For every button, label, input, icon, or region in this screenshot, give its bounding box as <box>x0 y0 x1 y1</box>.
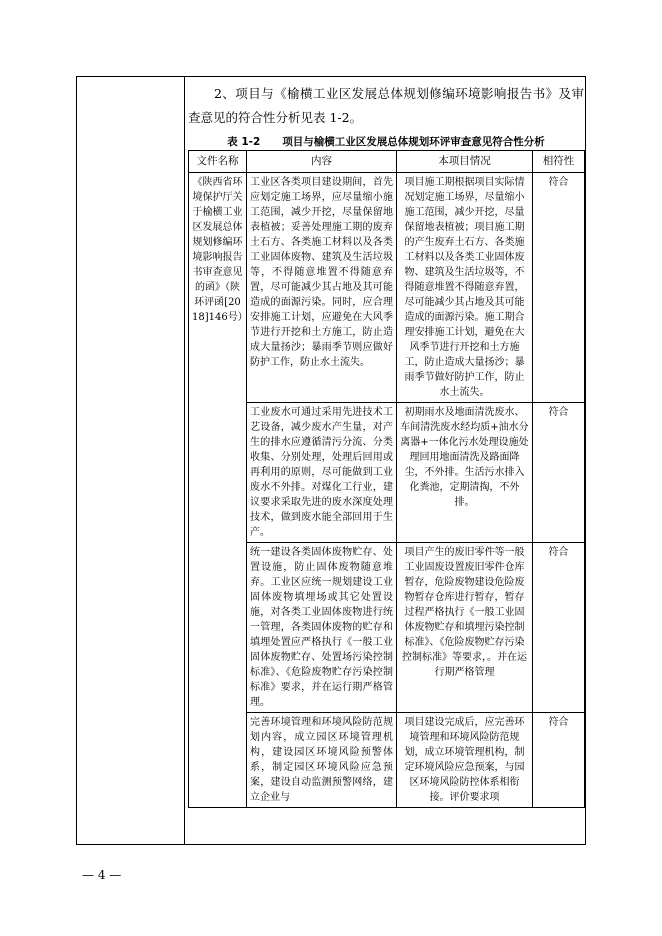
situation-cell-text: 项目建设完成后，应完善环境管理和环境风险防范规划，成立环境管理机构，制定环境风险应急预案，与园区环境风险防控体系相衔接。评价要求项 <box>404 717 525 803</box>
table-caption-number: 表 1-2 <box>227 136 261 148</box>
situation-cell: 初期雨水及地面清洗废水、车间清洗废水经均质+油水分离器+一体化污水处理设施处理回用地面清洗及路面降尘，不外排。生活污水排入化粪池，定期清掏，不外排。 <box>397 403 533 543</box>
table-row <box>189 173 585 403</box>
table-header-row <box>189 151 585 173</box>
conformity-cell: 符合 <box>533 713 585 808</box>
conformity-cell: 符合 <box>533 173 585 403</box>
table-caption <box>188 134 584 149</box>
header-doc-name: 文件名称 <box>189 151 247 173</box>
table-row <box>189 403 585 543</box>
conformity-cell: 符合 <box>533 403 585 543</box>
table-caption-title: 项目与榆横工业区发展总体规划环评审查意见符合性分析 <box>282 136 545 148</box>
header-content: 内容 <box>247 151 397 173</box>
table-row <box>189 713 585 808</box>
table-row <box>189 543 585 713</box>
situation-cell <box>397 713 533 808</box>
content-cell <box>247 713 397 808</box>
content-cell: 工业废水可通过采用先进技术工艺设备，减少废水产生量，对产生的排水应遵循清污分流、分类收集、分别处理，处理后回用或再利用的原则，尽可能做到工业废水不外排。对煤化工行业，建议要求采取先进的废水深度处理技术，做到废水能全部回用于生产。 <box>247 403 397 543</box>
situation-cell: 项目施工期根据项目实际情况划定施工场界，尽量缩小施工范围，减少开挖，尽量保留地表植被；项目施工期的产生废弃土石方、各类施工材料以及各类工业固体废物、建筑及生活垃圾等，不得随意堆置不得随意弃置，尽可能减少其占地及其可能造成的面源污染。施工期合理安排施工计划，避免在大风季节进行开挖和土方施工，防止造成大量扬沙；暴雨季节做好防护工作，防止水土流失。 <box>397 173 533 403</box>
page-number: — 4 — <box>82 868 122 882</box>
situation-cell: 项目产生的废旧零件等一般工业固废设置废旧零件仓库暂存，危险废物建设危险废物暂存仓库进行暂存，暂存过程严格执行《一般工业固体废物贮存和填埋污染控制标准》、《危险废物贮存污染控制标准》等要求，。并在运行期严格管理 <box>397 543 533 713</box>
intro-paragraph: 2、项目与《榆横工业区发展总体规划修编环境影响报告书》及审查意见的符合性分析见表 1-2。 <box>188 86 584 125</box>
doc-name-cell: 《陕西省环境保护厅关于榆横工业区发展总体规划修编环境影响报告书审查意见的函》（陕环评函[2018]146号） <box>189 173 247 808</box>
header-situation: 本项目情况 <box>397 151 533 173</box>
content-cell-text: 完善环境管理和环境风险防范规划内容，成立园区环境管理机构，建设园区环境风险预警体系，制定园区环境风险应急预案，建设自动监测预警网络，建立企业与 <box>250 717 393 803</box>
header-conformity: 相符性 <box>533 151 585 173</box>
content-cell: 统一建设各类固体废物贮存、处置设施，防止固体废物随意堆弃。工业区应统一规划建设工业固体废物填埋场或其它处置设施，对各类工业固体废物进行统一管理，各类固体废物的贮存和填埋处置应严格执行《一般工业固体废物贮存、处置场污染控制标准》、《危险废物贮存污染控制标准》要求，并在运行期严格管理。 <box>247 543 397 713</box>
conformity-table <box>188 150 585 808</box>
frame-column-divider <box>184 76 185 845</box>
content-cell: 工业区各类项目建设期间，首先应划定施工场界，应尽量缩小施工范围，减少开挖，尽量保留地表植被；妥善处理施工期的废弃土石方、各类施工材料以及各类工业固体废物、建筑及生活垃圾等，不得随意堆置不得随意弃置，尽可能减少其占地及其可能造成的面源污染。同时，应合理安排施工计划，应避免在大风季节进行开挖和土方施工，防止造成大量扬沙；暴雨季节则应做好防护工作，防止水土流失。 <box>247 173 397 403</box>
conformity-cell: 符合 <box>533 543 585 713</box>
